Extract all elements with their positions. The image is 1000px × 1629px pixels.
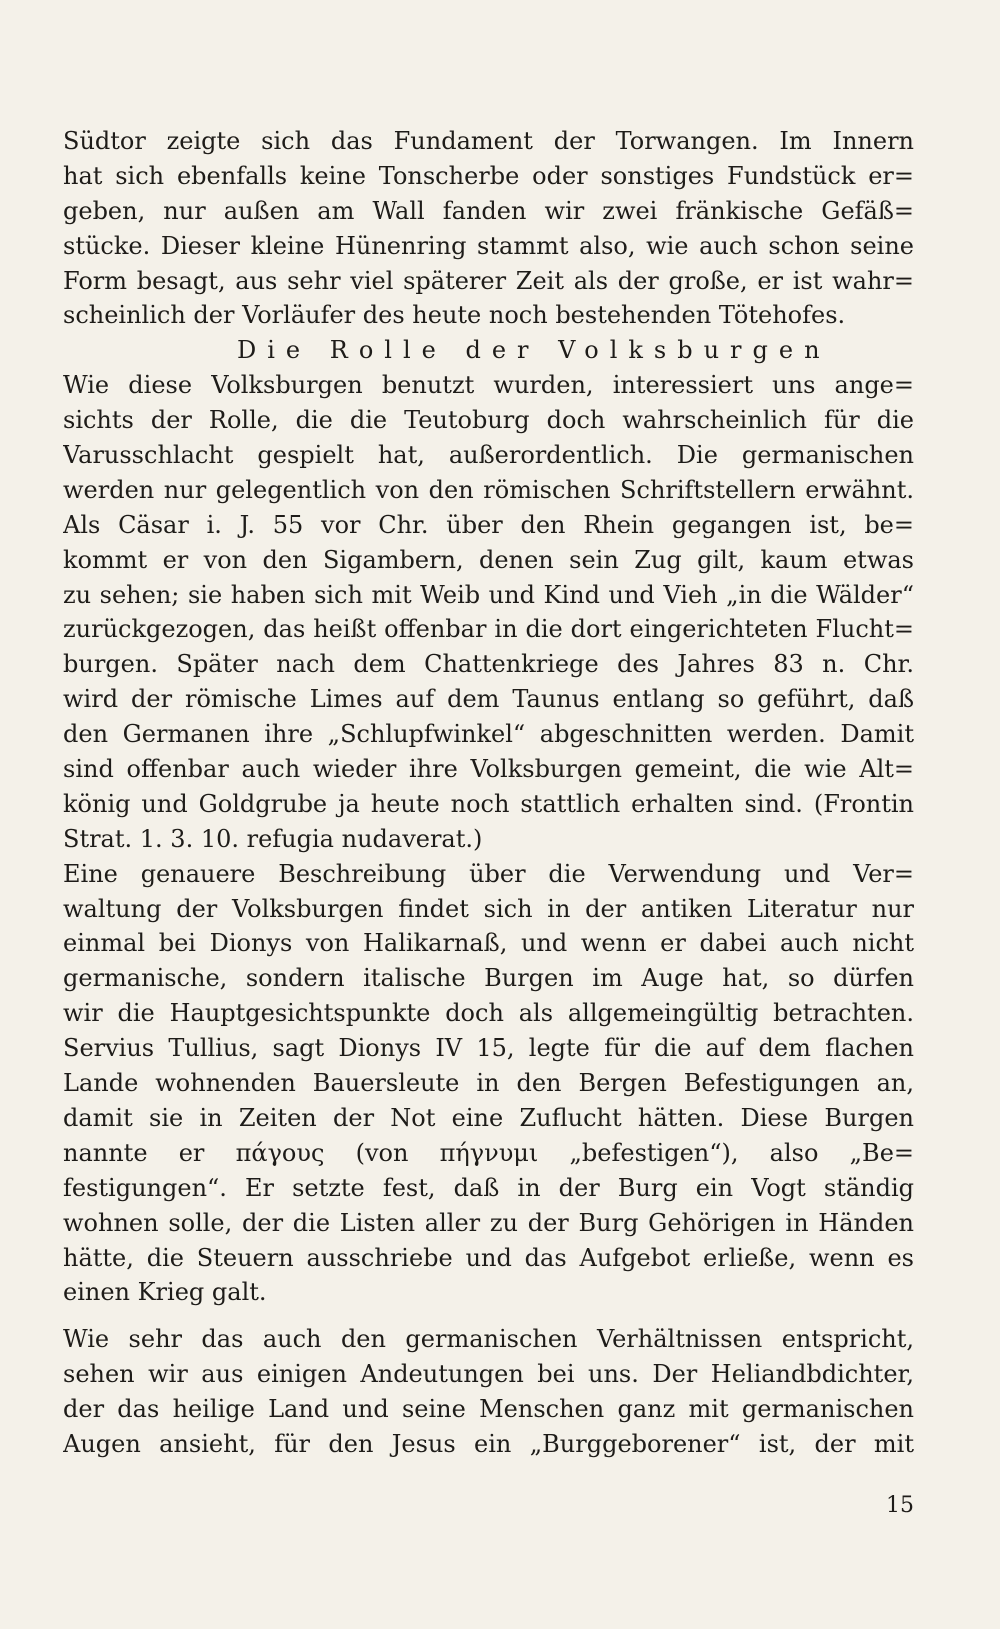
text-line: zurückgezogen, das heißt offenbar in die dort eingerichteten Flucht= <box>63 615 914 644</box>
paragraph-1 <box>63 124 914 333</box>
text-line: waltung der Volksburgen findet sich in der antiken Literatur nur <box>63 894 914 923</box>
text-line: Strat. 1. 3. 10. refugia nudaverat.) <box>63 824 483 853</box>
text-line: hätte, die Steuern ausschriebe und das Aufgebot erließe, wenn es <box>63 1243 914 1272</box>
text-line: kommt er von den Sigambern, denen sein Zug gilt, kaum etwas <box>63 545 914 574</box>
text-line: sehen wir aus einigen Andeutungen bei uns. Der Heliandbdichter, <box>63 1360 914 1389</box>
text-line: zu sehen; sie haben sich mit Weib und Kind und Vieh „in die Wälder“ <box>63 580 914 609</box>
text-line: einmal bei Dionys von Halikarnaß, und wenn er dabei auch nicht <box>63 929 914 958</box>
text-line: germanische, sondern italische Burgen im Auge hat, so dürfen <box>63 964 914 993</box>
body-text <box>63 124 914 1462</box>
text-line: nannte er πάγους (von πήγνυμι „befestigen“), also „Be= <box>63 1138 914 1167</box>
text-line: Wie diese Volksburgen benutzt wurden, interessiert uns ange= <box>63 371 914 400</box>
page-number: 15 <box>886 1493 914 1518</box>
text-line: wird der römische Limes auf dem Taunus entlang so geführt, daß <box>63 685 914 714</box>
text-line: hat sich ebenfalls keine Tonscherbe oder sonstiges Fundstück er= <box>63 161 914 190</box>
text-line: sind offenbar auch wieder ihre Volksburgen gemeint, die wie Alt= <box>63 755 914 784</box>
text-line: Eine genauere Beschreibung über die Verwendung und Ver= <box>63 859 914 888</box>
text-line: Augen ansieht, für den Jesus ein „Burggeborener“ ist, der mit <box>63 1429 914 1458</box>
text-line: damit sie in Zeiten der Not eine Zuflucht hätten. Diese Burgen <box>63 1103 914 1132</box>
text-line: burgen. Später nach dem Chattenkriege des Jahres 83 n. Chr. <box>63 650 914 679</box>
text-line: wohnen solle, der die Listen aller zu der Burg Gehörigen in Händen <box>63 1208 914 1237</box>
text-line: stücke. Dieser kleine Hünenring stammt also, wie auch schon seine <box>63 231 914 260</box>
text-line: Wie sehr das auch den germanischen Verhältnissen entspricht, <box>63 1325 914 1354</box>
text-line: der das heilige Land und seine Menschen ganz mit germanischen <box>63 1395 914 1424</box>
text-line: Varusschlacht gespielt hat, außerordentlich. Die germanischen <box>63 441 914 470</box>
paragraph-4 <box>63 1322 914 1462</box>
text-line: scheinlich der Vorläufer des heute noch bestehenden Tötehofes. <box>63 301 846 330</box>
text-line: könig und Goldgrube ja heute noch stattlich erhalten sind. (Frontin <box>63 789 914 818</box>
text-line: Südtor zeigte sich das Fundament der Torwangen. Im Innern <box>63 127 914 155</box>
text-line: Form besagt, aus sehr viel späterer Zeit als der große, er ist wahr= <box>63 266 914 295</box>
text-line: werden nur gelegentlich von den römischen Schriftstellern erwähnt. <box>63 475 914 504</box>
text-line: wir die Hauptgesichtspunkte doch als allgemeingültig betrachten. <box>63 999 914 1028</box>
text-line: Als Cäsar i. J. 55 vor Chr. über den Rhein gegangen ist, be= <box>63 510 914 539</box>
text-line: festigungen“. Er setzte fest, daß in der Burg ein Vogt ständig <box>63 1173 914 1202</box>
text-line: Lande wohnenden Bauersleute in den Bergen Befestigungen an, <box>63 1069 914 1098</box>
paragraph-3 <box>63 857 914 1311</box>
paragraph-gap <box>63 1310 914 1322</box>
section-heading: Die Rolle der Volksburgen <box>237 336 831 365</box>
text-line: sichts der Rolle, die die Teutoburg doch wahrscheinlich für die <box>63 406 914 435</box>
text-line: den Germanen ihre „Schlupfwinkel“ abgeschnitten werden. Damit <box>63 720 914 749</box>
text-line: Servius Tullius, sagt Dionys IV 15, legte für die auf dem flachen <box>63 1034 914 1063</box>
text-line: geben, nur außen am Wall fanden wir zwei fränkische Gefäß= <box>63 196 914 225</box>
text-line: einen Krieg galt. <box>63 1278 267 1307</box>
paragraph-2 <box>63 368 914 856</box>
